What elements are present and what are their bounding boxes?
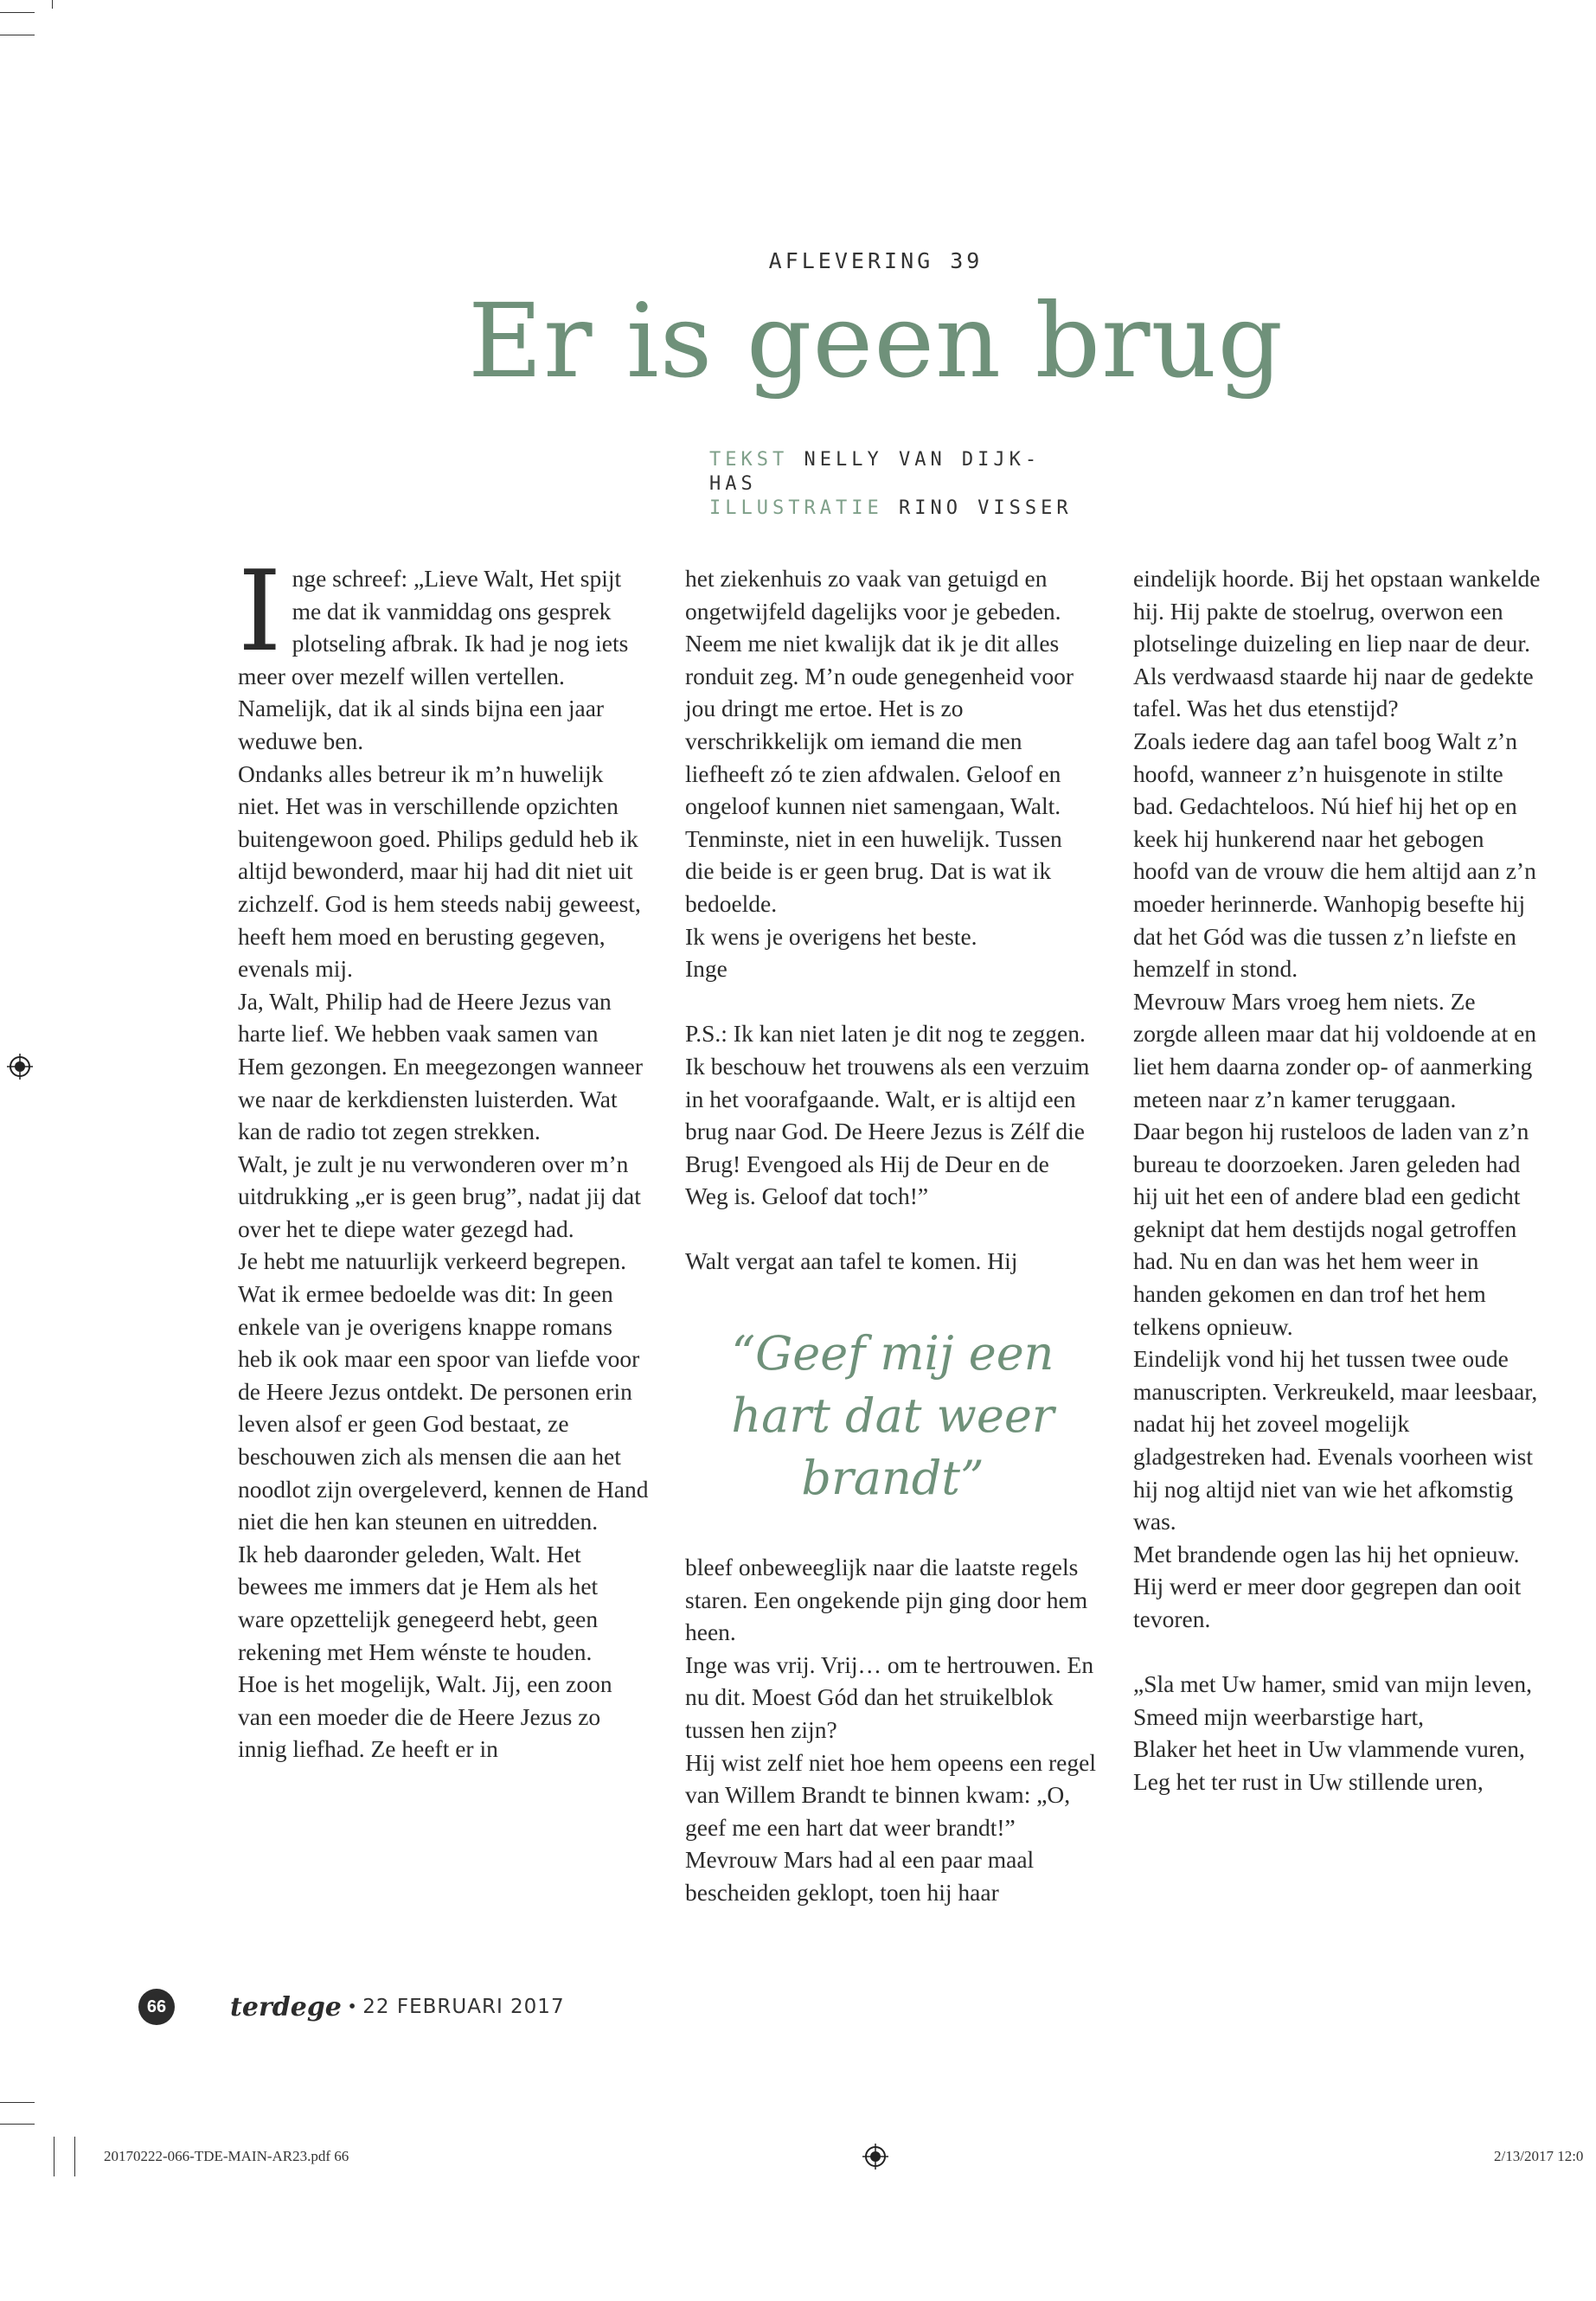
paragraph: Mevrouw Mars vroeg hem niets. Ze zorgde alleen maar dat hij voldoende at en liet hem daarna zonder op- of aanmerking meteen naar z’n kamer teruggaan.: [1133, 987, 1537, 1112]
paragraph: Hoe is het mogelijk, Walt. Jij, een zoon van een moeder die de Heere Jezus zo innig liefhad. Ze heeft er in: [238, 1670, 612, 1763]
credit-illustration: [709, 497, 1073, 521]
paragraph: Mevrouw Mars had al een paar maal bescheiden geklopt, toen hij haar: [685, 1846, 1035, 1906]
paragraph: Walt vergat aan tafel te komen. Hij: [685, 1247, 1018, 1275]
print-slug-left: 20170222-066-TDE-MAIN-AR23.pdf 66: [104, 2148, 349, 2164]
drop-cap: I: [238, 548, 282, 676]
crop-mark: [74, 2137, 75, 2176]
crop-mark: [0, 2124, 35, 2125]
crop-mark: [52, 0, 53, 9]
paragraph: Inge: [685, 955, 727, 983]
postscript: P.S.: Ik kan niet laten je dit nog te zeggen. Ik beschouw het trouwens als een verzuim in het voorafgaande. Walt, er is altijd een brug naar God. De Heere Jezus is Zélf die Brug! Evengoed als Hij de Deur en de Weg is. Geloof dat toch!”: [685, 1020, 1090, 1210]
paragraph: Inge was vrij. Vrij… om te hertrouwen. En nu dit. Moest Gód dan het struikelblok tussen hen zijn?: [685, 1650, 1094, 1744]
paragraph: Eindelijk vond hij het tussen twee oude manuscripten. Verkreukeld, maar leesbaar, nadat hij het zoveel mogelijk gladgestreken had. Evenals voorheen wist hij nog altijd niet van wie het afkomstig was.: [1133, 1345, 1538, 1535]
paragraph: nge schreef: „Lieve Walt, Het spijt me dat ik vanmiddag ons gesprek plotseling afbrak. Ik had je nog iets meer over mezelf willen vertellen. Namelijk, dat ik al sinds bijna een jaar weduwe ben.: [238, 565, 629, 754]
crop-mark: [0, 2102, 35, 2103]
issue-date: 22 FEBRUARI 2017: [362, 1996, 565, 2018]
registration-mark-icon: [7, 1054, 33, 1080]
paragraph: bleef onbeweeglijk naar die laatste regels staren. Een ongekende pijn ging door hem heen.: [685, 1554, 1088, 1646]
poem-line: „Sla met Uw hamer, smid van mijn leven,: [1133, 1670, 1532, 1698]
paragraph: Ondanks alles betreur ik m’n huwelijk niet. Het was in verschillende opzichten buitengewoon goed. Philips geduld heb ik altijd bewonderd, maar hij had dit niet uit zichzelf. God is hem steeds nabij geweest, heeft hem moed en berusting gegeven, evenals mij.: [238, 760, 641, 983]
pull-quote: “Geef mij een hart dat weer brandt”: [731, 1326, 1054, 1506]
credit-text: [709, 448, 1073, 497]
paragraph: Met brandende ogen las hij het opnieuw. Hij werd er meer door gegrepen dan ooit tevoren.: [1133, 1540, 1522, 1632]
poem-line: Blaker het heet in Uw vlammende vuren,: [1133, 1735, 1525, 1763]
credit-value: NELLY VAN DIJK-HAS: [709, 449, 1042, 495]
article-title: Er is geen brug: [467, 281, 1285, 401]
episode-kicker: AFLEVERING 39: [768, 248, 984, 273]
print-slug-right: 2/13/2017 12:0: [1494, 2148, 1584, 2164]
page-footer: [138, 1986, 565, 2028]
paragraph: het ziekenhuis zo vaak van getuigd en ongetwijfeld dagelijks voor je gebeden.: [685, 565, 1061, 625]
article-column-2: [685, 562, 1096, 1909]
poem-line: Smeed mijn weerbarstige hart,: [1133, 1702, 1425, 1730]
paragraph: Daar begon hij rusteloos de laden van z’n bureau te doorzoeken. Jaren geleden had hij uit het een of andere blad een gedicht geknipt dat hem destijds nogal getroffen had. Nu en dan was het hem weer in handen gekomen en dan trof het hem telkens opnieuw.: [1133, 1118, 1529, 1340]
paragraph: Ik wens je overigens het beste.: [685, 922, 977, 950]
credit-label: TEKST: [709, 449, 789, 471]
separator: •: [348, 1995, 356, 2018]
paragraph: Hij wist zelf niet hoe hem opeens een regel van Willem Brandt te binnen kwam: „O, geef me een hart dat weer brandt!”: [685, 1748, 1096, 1841]
paragraph: Zoals iedere dag aan tafel boog Walt z’n hoofd, wanneer z’n huisgenote in stilte bad. Gedachteloos. Nú hief hij het op en keek hij hunkerend naar het gebogen hoofd van de vrouw die hem altijd aan z’n moeder herinnerde. Wanhopig besefte hij dat het Gód was die tussen z’n liefste en hemzelf in stond.: [1133, 727, 1536, 983]
paragraph: eindelijk hoorde. Bij het opstaan wankelde hij. Hij pakte de stoelrug, overwon een plotselinge duizeling en liep naar de deur. Als verdwaasd staarde hij naar de gedekte tafel. Was het dus etenstijd?: [1133, 565, 1541, 722]
paragraph: Je hebt me natuurlijk verkeerd begrepen. Wat ik ermee bedoelde was dit: In geen enkele van je overigens knappe romans heb ik ook maar een spoor van liefde voor de Heere Jezus ontdekt. De personen erin leven alsof er geen God bestaat, ze beschouwen zich als mensen die aan het noodlot zijn overgeleverd, kennen de Hand niet die hen kan steunen en uitredden.: [238, 1247, 649, 1535]
magazine-name: terdege: [230, 1991, 342, 2022]
page-number: 66: [138, 1989, 175, 2025]
poem-line: Leg het ter rust in Uw stillende uren,: [1133, 1767, 1484, 1795]
registration-mark-icon: [862, 2144, 888, 2170]
credits: [709, 448, 1073, 521]
paragraph: Neem me niet kwalijk dat ik je dit alles ronduit zeg. M’n oude genegenheid voor jou dringt me ertoe. Het is zo verschrikkelijk om iemand die men liefheeft zó te zien afdwalen. Geloof en ongeloof kunnen niet samengaan, Walt. Tenminste, niet in een huwelijk. Tussen die beide is er geen brug. Dat is wat ik bedoelde.: [685, 630, 1074, 917]
paragraph: Walt, je zult je nu verwonderen over m’n uitdrukking „er is geen brug”, nadat jij dat over het te diepe water gezegd had.: [238, 1150, 641, 1242]
credit-label: ILLUSTRATIE: [709, 497, 883, 519]
article-column-3: [1133, 562, 1544, 1798]
crop-mark: [0, 12, 35, 13]
paragraph: Ja, Walt, Philip had de Heere Jezus van harte lief. We hebben vaak samen van Hem gezongen. En meegezongen wanneer we naar de kerkdiensten luisterden. Wat kan de radio tot zegen strekken.: [238, 987, 644, 1145]
paragraph: Ik heb daaronder geleden, Walt. Het bewees me immers dat je Hem als het ware opzettelijk genegeerd hebt, geen rekening met Hem wénste te houden.: [238, 1540, 599, 1665]
article-column-1: [238, 548, 649, 1766]
credit-value: RINO VISSER: [898, 497, 1073, 519]
